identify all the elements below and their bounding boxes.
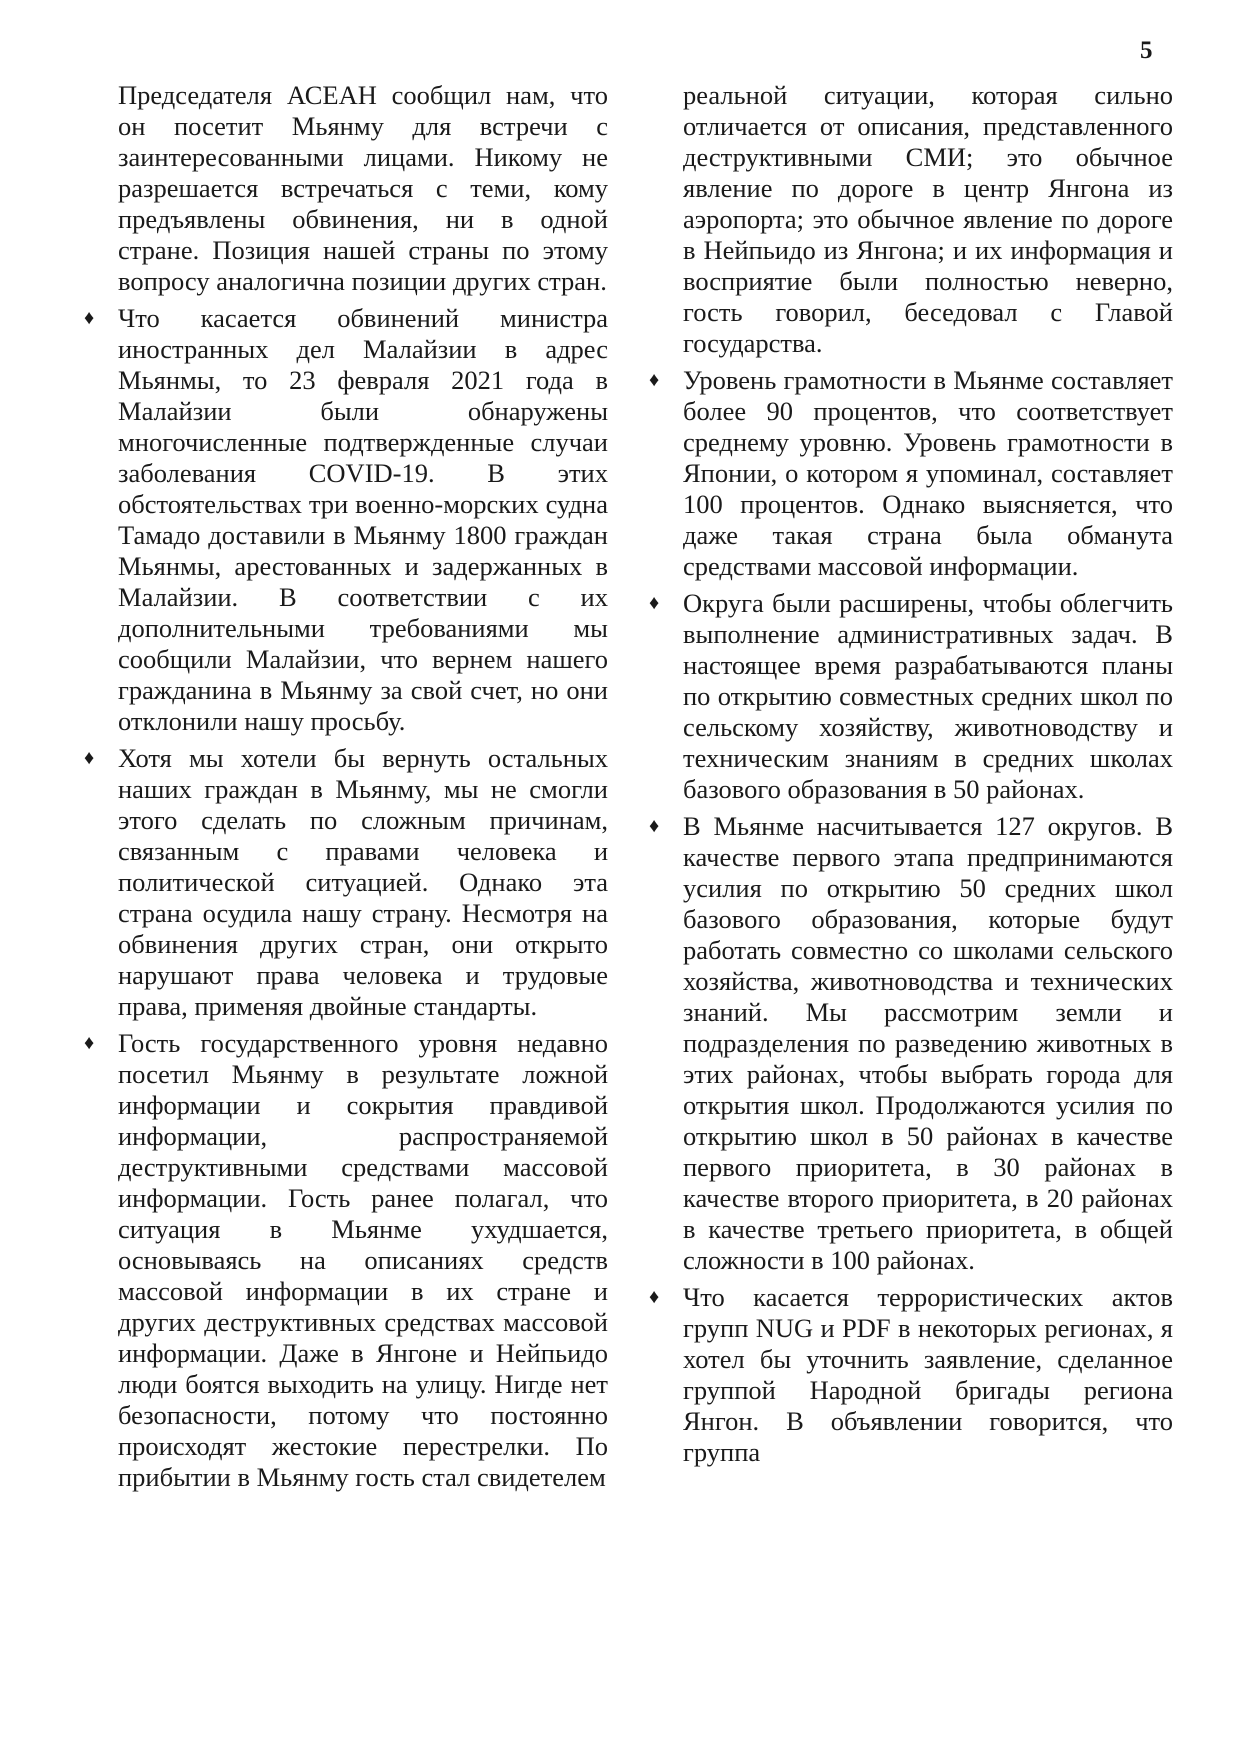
bullet-item	[84, 743, 608, 1022]
paragraph-continuation: Председателя АСЕАН сообщил нам, что он посетит Мьянму для встречи с заинтересованными лицами. Никому не разрешается встречаться с теми, кому предъявлены обвинения, ни в одной стране. Позиция нашей страны по этому вопросу аналогична позиции других стран.	[118, 80, 608, 296]
diamond-bullet-icon: ♦	[84, 1032, 95, 1054]
bullet-text: Гость государственного уровня недавно посетил Мьянму в результате ложной информации и сокрытия правдивой информации, распространяемой деструктивными средствами массовой информации. Гость ранее полагал, что ситуация в Мьянме ухудшается, основываясь на описаниях средств массовой информации в их стране и других деструктивных средствах массовой информации. Даже в Янгоне и Нейпьидо люди боятся выходить на улицу. Нигде нет безопасности, потому что постоянно происходят жестокие перестрелки. По прибытии в Мьянму гость стал свидетелем	[118, 1028, 608, 1492]
bullet-text: Округа были расширены, чтобы облегчить выполнение административных задач. В настоящее время разрабатываются планы по открытию совместных средних школ по сельскому хозяйству, животноводству и техническим знаниям в средних школах базового образования в 50 районах.	[683, 588, 1173, 804]
bullet-item	[649, 588, 1173, 805]
bullet-item	[84, 303, 608, 737]
diamond-bullet-icon: ♦	[84, 747, 95, 769]
bullet-text: Хотя мы хотели бы вернуть остальных наших граждан в Мьянму, мы не смогли этого сделать по сложным причинам, связанным с правами человека и политической ситуацией. Однако эта страна осудила нашу страну. Несмотря на обвинения других стран, они открыто нарушают права человека и трудовые права, применяя двойные стандарты.	[118, 743, 608, 1021]
right-column	[649, 80, 1173, 1474]
left-column	[84, 80, 608, 1499]
bullet-item	[649, 365, 1173, 582]
paragraph-continuation: реальной ситуации, которая сильно отличается от описания, представленного деструктивными СМИ; это обычное явление по дороге в центр Янгона из аэропорта; это обычное явление по дороге в Нейпьидо из Янгона; и их информация и восприятие были полностью неверно, гость говорил, беседовал с Главой государства.	[683, 80, 1173, 358]
diamond-bullet-icon: ♦	[649, 815, 660, 837]
diamond-bullet-icon: ♦	[649, 1286, 660, 1308]
bullet-text: Что касается террористических актов групп NUG и PDF в некоторых регионах, я хотел бы уточнить заявление, сделанное группой Народной бригады региона Янгон. В объявлении говорится, что группа	[683, 1282, 1173, 1467]
bullet-text: Уровень грамотности в Мьянме составляет более 90 процентов, что соответствует среднему уровню. Уровень грамотности в Японии, о котором я упоминал, составляет 100 процентов. Однако выясняется, что даже такая страна была обманута средствами массовой информации.	[683, 365, 1173, 581]
diamond-bullet-icon: ♦	[649, 369, 660, 391]
bullet-item	[649, 811, 1173, 1276]
bullet-text: В Мьянме насчитывается 127 округов. В качестве первого этапа предпринимаются усилия по открытию 50 средних школ базового образования, которые будут работать совместно со школами сельского хозяйства, животноводства и технических знаний. Мы рассмотрим земли и подразделения по разведению животных в этих районах, чтобы выбрать города для открытия школ. Продолжаются усилия по открытию школ в 50 районах в качестве первого приоритета, в 30 районах в качестве второго приоритета, в 20 районах в качестве третьего приоритета, в общей сложности в 100 районах.	[683, 811, 1173, 1275]
diamond-bullet-icon: ♦	[649, 592, 660, 614]
bullet-text: Что касается обвинений министра иностранных дел Малайзии в адрес Мьянмы, то 23 февраля 2021 года в Малайзии были обнаружены многочисленные подтвержденные случаи заболевания COVID-19. В этих обстоятельствах три военно-морских судна Тамадо доставили в Мьянму 1800 граждан Мьянмы, арестованных и задержанных в Малайзии. В соответствии с их дополнительными требованиями мы сообщили Малайзии, что вернем нашего гражданина в Мьянму за свой счет, но они отклонили нашу просьбу.	[118, 303, 608, 736]
bullet-item	[649, 1282, 1173, 1468]
page-number: 5	[1140, 37, 1153, 64]
bullet-item	[84, 1028, 608, 1493]
diamond-bullet-icon: ♦	[84, 307, 95, 329]
